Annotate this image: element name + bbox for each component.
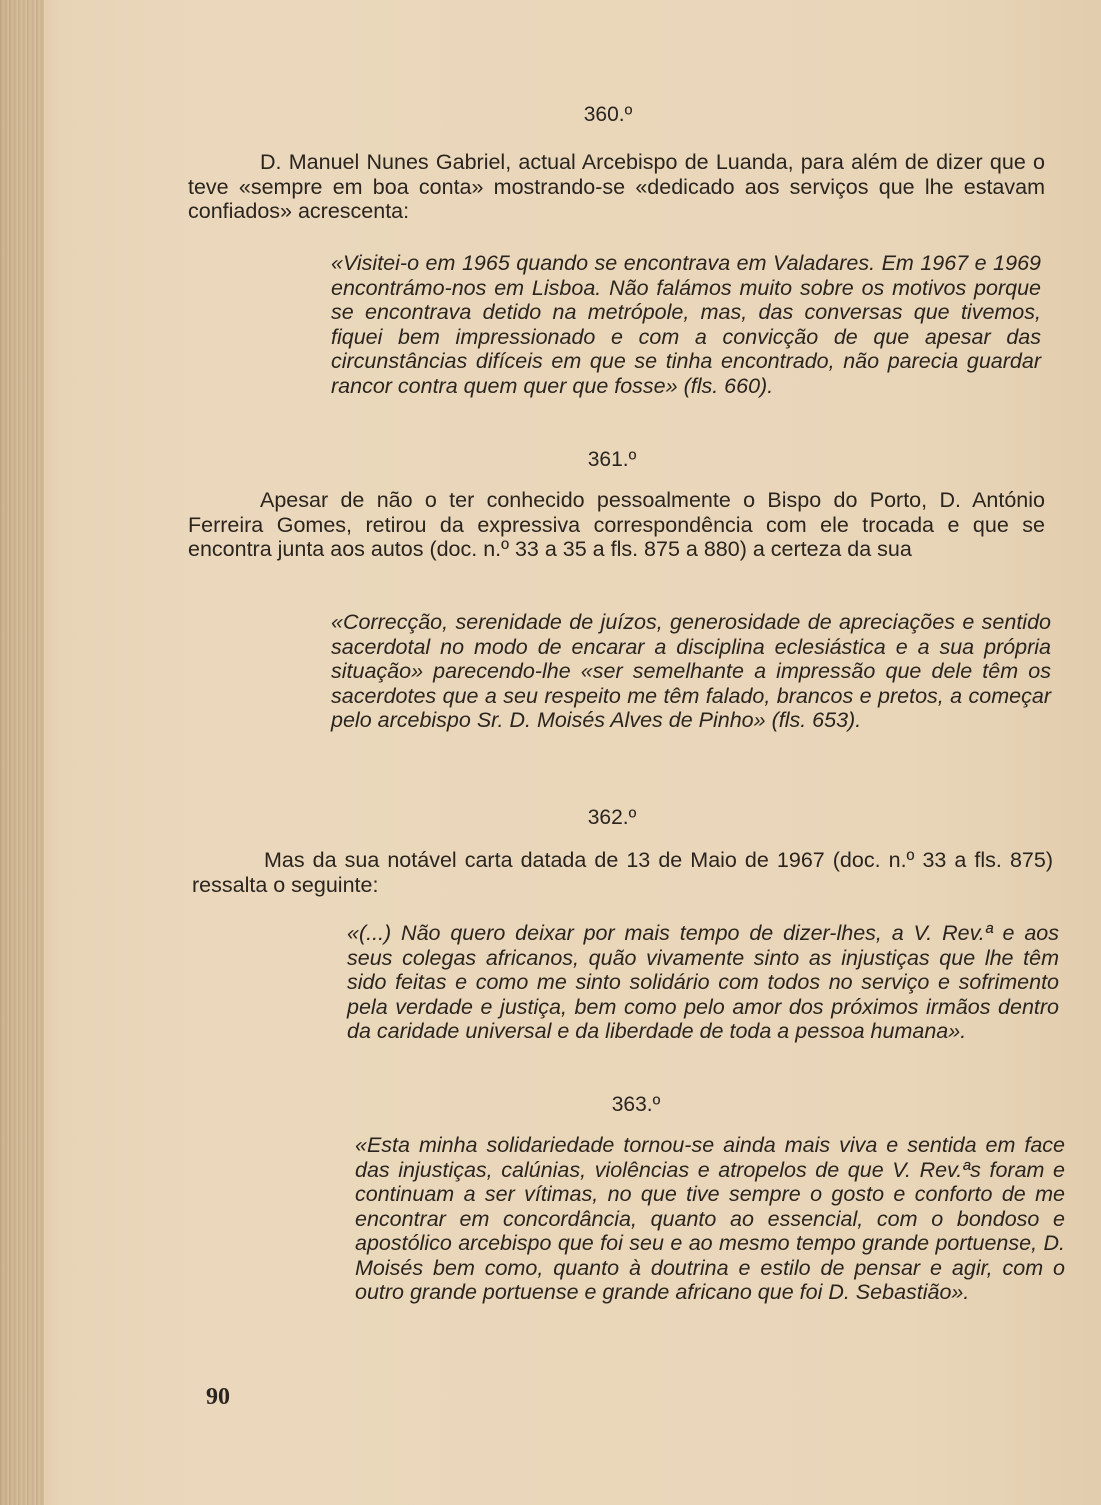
book-spine-shadow <box>0 0 44 1505</box>
article-360-intro: D. Manuel Nunes Gabriel, actual Arcebispo de Luanda, para além de dizer que o teve «sempre em boa conta» mostrando-se «dedicado aos serviços que lhe estavam confiados» acrescenta: <box>188 150 1045 223</box>
article-362-quote: «(...) Não quero deixar por mais tempo de dizer-lhes, a V. Rev.ª e aos seus colegas africanos, quão vivamente sinto as injustiças que lhe têm sido feitas e como me sinto solidário com todos no serviço e sofrimento pela verdade e justiça, bem como pelo amor dos próximos irmãos dentro da caridade universal e da liberdade de toda a pessoa humana». <box>347 921 1059 1043</box>
article-number-362: 362.º <box>587 806 637 829</box>
article-363-quote: «Esta minha solidariedade tornou-se ainda mais viva e sentida em face das injustiças, calúnias, violências e atropelos de que V. Rev.ªs foram e continuam a ser vítimas, no que tive sempre o gosto e conforto de me encontrar em concordância, quanto ao essencial, com o bondoso e apostólico arcebispo que foi seu e ao mesmo tempo grande portuense, D. Moisés bem como, quanto à doutrina e estilo de pensar e agir, com o outro grande portuense e grande africano que foi D. Sebastião». <box>355 1133 1065 1304</box>
article-360-quote: «Visitei-o em 1965 quando se encontrava em Valadares. Em 1967 e 1969 encontrámo-nos em Lisboa. Não falámos muito sobre os motivos porque se encontrava detido na metrópole, mas, das conversas que tivemos, fiquei bem impressionado e com a convicção de que apesar das circunstâncias difíceis em que se tinha encontrado, não parecia guardar rancor contra quem quer que fosse» (fls. 660). <box>331 251 1041 398</box>
page-number: 90 <box>206 1384 230 1410</box>
article-number-360: 360.º <box>583 103 633 126</box>
article-361-quote: «Correcção, serenidade de juízos, generosidade de apreciações e sentido sacerdotal no modo de encarar a disciplina eclesiástica e a sua própria situação» parecendo-lhe «ser semelhante a impressão que dele têm os sacerdotes que a seu respeito me têm falado, brancos e pretos, a começar pelo arcebispo Sr. D. Moisés Alves de Pinho» (fls. 653). <box>331 610 1051 732</box>
article-number-361: 361.º <box>587 448 637 471</box>
article-number-363: 363.º <box>611 1093 661 1116</box>
article-362-intro: Mas da sua notável carta datada de 13 de Maio de 1967 (doc. n.º 33 a fls. 875) ressalta o seguinte: <box>192 848 1053 897</box>
article-361-intro: Apesar de não o ter conhecido pessoalmente o Bispo do Porto, D. António Ferreira Gomes, retirou da expressiva correspondência com ele trocada e que se encontra junta aos autos (doc. n.º 33 a 35 a fls. 875 a 880) a certeza da sua <box>188 488 1045 561</box>
